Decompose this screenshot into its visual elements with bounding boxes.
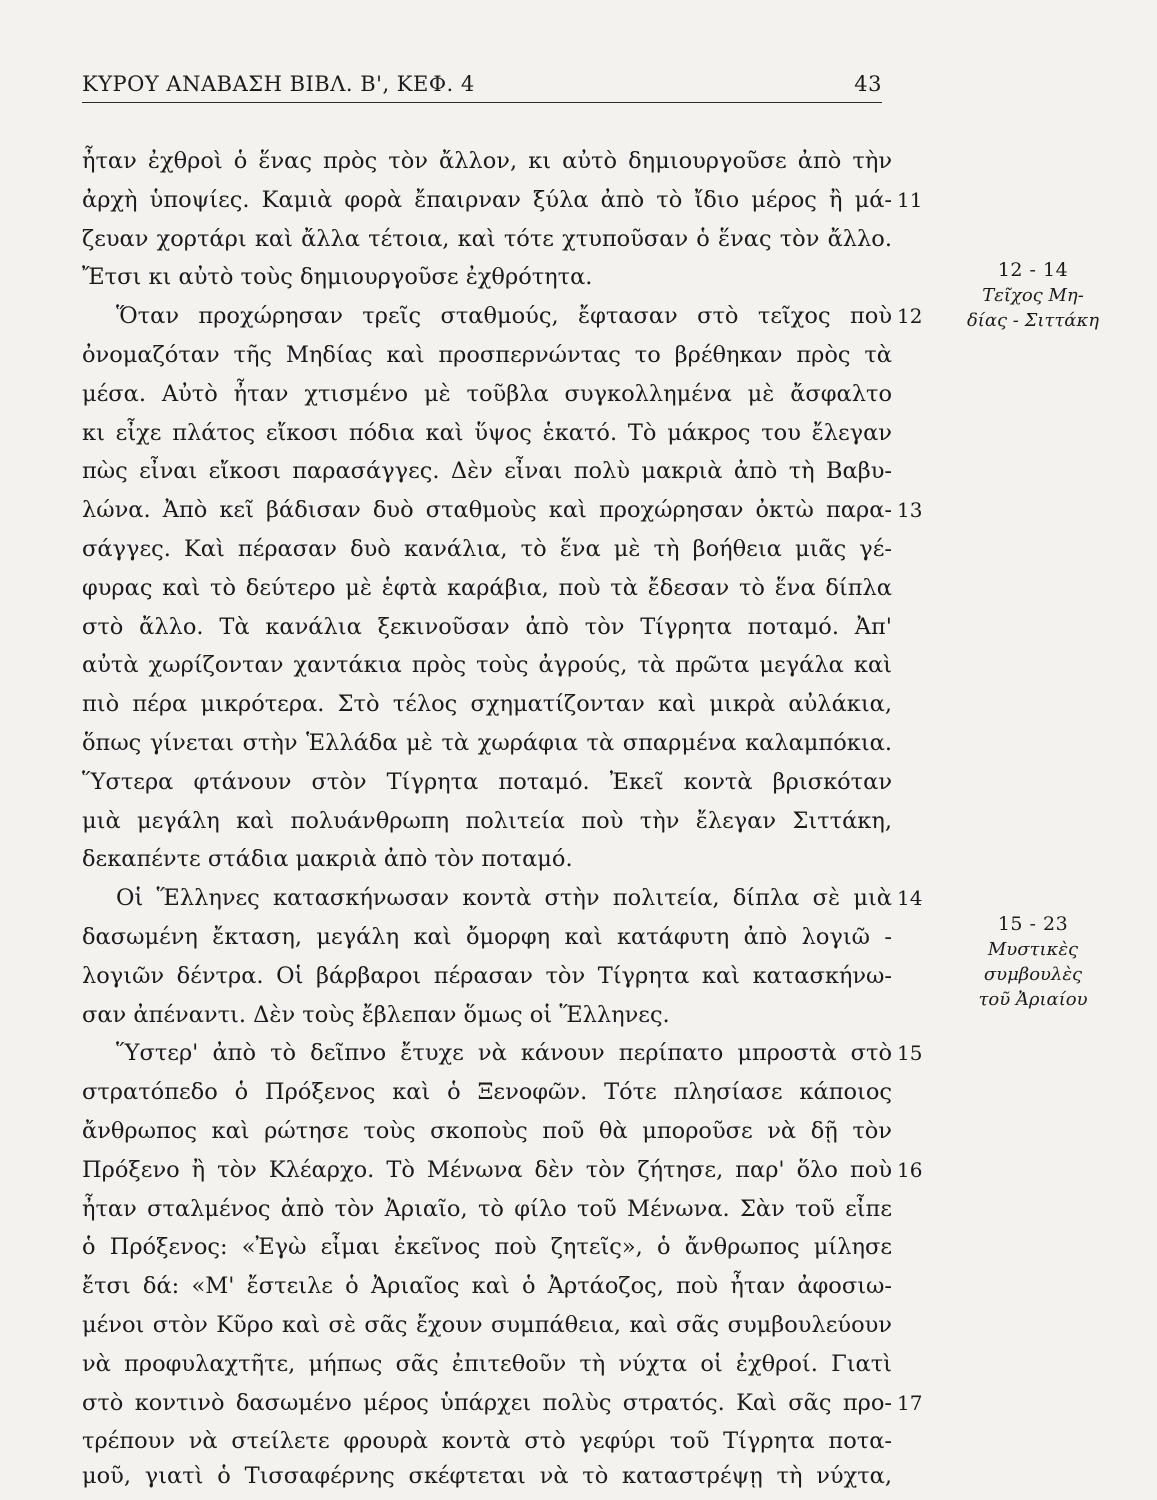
text-line: αὐτὰ χωρίζονταν χαντάκια πρὸς τοὺς ἀγρούς, τὰ πρῶτα μεγάλα καὶ	[82, 652, 892, 678]
text-line: Ὅταν προχώρησαν τρεῖς σταθμούς, ἔφτασαν στὸ τεῖχος ποὺ	[116, 303, 892, 329]
text-line: ὁ Πρόξενος: «Ἐγὼ εἶμαι ἐκεῖνος ποὺ ζητεῖς», ὁ ἄνθρωπος μίλησε	[82, 1234, 892, 1260]
margin-note-text: Τεῖχος Μη-	[982, 285, 1084, 306]
text-line: ὅπως γίνεται στὴν Ἑλλάδα μὲ τὰ χωράφια τὰ σπαρμένα καλαμπόκια.	[82, 730, 892, 756]
text-line: στρατόπεδο ὁ Πρόξενος καὶ ὁ Ξενοφῶν. Τότε πλησίασε κάποιος	[82, 1079, 892, 1105]
section-number: 13	[897, 498, 923, 522]
text-line: κι εἶχε πλάτος εἴκοσι πόδια καὶ ὕψος ἑκατό. Τὸ μάκρος του ἔλεγαν	[82, 420, 892, 446]
section-number: 14	[897, 886, 923, 910]
running-header	[82, 72, 882, 103]
text-line: μένοι στὸν Κῦρο καὶ σὲ σᾶς ἔχουν συμπάθεια, καὶ σᾶς συμβουλεύουν	[82, 1312, 892, 1338]
text-line: λογιῶν δέντρα. Οἱ βάρβαροι πέρασαν τὸν Τίγρητα καὶ κατασκήνω-	[82, 963, 892, 989]
section-number: 17	[897, 1391, 923, 1415]
text-line: σάγγες. Καὶ πέρασαν δυὸ κανάλια, τὸ ἕνα μὲ τὴ βοήθεια μιᾶς γέ-	[82, 536, 892, 562]
text-line: σαν ἀπέναντι. Δὲν τοὺς ἔβλεπαν ὅμως οἱ Ἕλληνες.	[82, 1002, 670, 1028]
text-line: τρέπουν νὰ στείλετε φρουρὰ κοντὰ στὸ γεφύρι τοῦ Τίγρητα ποτα-	[82, 1428, 892, 1454]
text-line: δασωμένη ἔκταση, μεγάλη καὶ ὄμορφη καὶ κατάφυτη ἀπὸ λογιῶ -	[82, 924, 892, 950]
margin-note-text: δίας - Σιττάκη	[966, 310, 1100, 331]
text-line: ἦταν σταλμένος ἀπὸ τὸν Ἀριαῖο, τὸ φίλο τοῦ Μένωνα. Σὰν τοῦ εἶπε	[82, 1196, 892, 1222]
text-line: πὼς εἶναι εἴκοσι παρασάγγες. Δὲν εἶναι πολὺ μακριὰ ἀπὸ τὴ Βαβυ-	[82, 458, 892, 484]
text-line: ὀνομαζόταν τῆς Μηδίας καὶ προσπερνώντας το βρέθηκαν πρὸς τὰ	[82, 342, 892, 368]
text-line: ἄνθρωπος καὶ ρώτησε τοὺς σκοποὺς ποῦ θὰ μποροῦσε νὰ δῇ τὸν	[82, 1118, 892, 1144]
running-title: ΚΥΡΟΥ ΑΝΑΒΑΣΗ ΒΙΒΛ. Β', ΚΕΦ. 4	[82, 72, 475, 96]
text-line: νὰ προφυλαχτῆτε, μήπως σᾶς ἐπιτεθοῦν τὴ νύχτα οἱ ἐχθροί. Γιατὶ	[82, 1351, 892, 1377]
text-line: Ὕστερ' ἀπὸ τὸ δεῖπνο ἔτυχε νὰ κάνουν περίπατο μπροστὰ στὸ	[116, 1040, 892, 1066]
text-line: ζευαν χορτάρι καὶ ἄλλα τέτοια, καὶ τότε χτυποῦσαν ὁ ἕνας τὸν ἄλλο.	[82, 226, 892, 252]
text-line: Πρόξενο ἢ τὸν Κλέαρχο. Τὸ Μένωνα δὲν τὸν ζήτησε, παρ' ὅλο ποὺ	[82, 1157, 892, 1183]
section-number: 16	[897, 1158, 923, 1182]
text-line: ἔτσι δά: «Μ' ἔστειλε ὁ Ἀριαῖος καὶ ὁ Ἀρτάοζος, ποὺ ἦταν ἀφοσιω-	[82, 1273, 892, 1299]
margin-note	[938, 912, 1128, 1012]
text-line: μιὰ μεγάλη καὶ πολυάνθρωπη πολιτεία ποὺ τὴν ἔλεγαν Σιττάκη,	[82, 808, 892, 834]
text-line: Ἔτσι κι αὐτὸ τοὺς δημιουργοῦσε ἐχθρότητα.	[82, 264, 593, 290]
text-line: δεκαπέντε στάδια μακριὰ ἀπὸ τὸν ποταμό.	[82, 846, 573, 872]
text-line: Ὕστερα φτάνουν στὸν Τίγρητα ποταμό. Ἐκεῖ κοντὰ βρισκόταν	[82, 769, 892, 795]
text-line: λώνα. Ἀπὸ κεῖ βάδισαν δυὸ σταθμοὺς καὶ προχώρησαν ὀκτὼ παρα-	[82, 497, 892, 523]
margin-note	[938, 258, 1128, 333]
text-line: πιὸ πέρα μικρότερα. Στὸ τέλος σχηματίζονταν καὶ μικρὰ αὐλάκια,	[82, 691, 892, 717]
section-number: 11	[897, 188, 923, 212]
section-number: 12	[897, 304, 923, 328]
text-line: μοῦ, γιατὶ ὁ Τισσαφέρνης σκέφτεται νὰ τὸ καταστρέψῃ τὴ νύχτα,	[82, 1463, 892, 1489]
section-number: 15	[897, 1041, 923, 1065]
margin-note-range: 12 - 14	[997, 259, 1069, 281]
text-line: ἦταν ἐχθροὶ ὁ ἕνας πρὸς τὸν ἄλλον, κι αὐτὸ δημιουργοῦσε ἀπὸ τὴν	[82, 148, 892, 174]
margin-note-range: 15 - 23	[997, 913, 1069, 935]
text-line: στὸ κοντινὸ δασωμένο μέρος ὑπάρχει πολὺς στρατός. Καὶ σᾶς προ-	[82, 1390, 892, 1416]
margin-note-text: συμβουλὲς	[983, 964, 1083, 985]
text-line: στὸ ἄλλο. Τὰ κανάλια ξεκινοῦσαν ἀπὸ τὸν Τίγρητα ποταμό. Ἀπ'	[82, 614, 892, 640]
text-line: φυρας καὶ τὸ δεύτερο μὲ ἑφτὰ καράβια, ποὺ τὰ ἔδεσαν τὸ ἕνα δίπλα	[82, 575, 892, 601]
page-number: 43	[854, 72, 882, 96]
text-line: ἀρχὴ ὑποψίες. Καμιὰ φορὰ ἔπαιρναν ξύλα ἀπὸ τὸ ἴδιο μέρος ἢ μά-	[82, 187, 892, 213]
margin-note-text: Μυστικὲς	[987, 939, 1079, 960]
text-line: Οἱ Ἕλληνες κατασκήνωσαν κοντὰ στὴν πολιτεία, δίπλα σὲ μιὰ	[116, 885, 892, 911]
text-line: μέσα. Αὐτὸ ἦταν χτισμένο μὲ τοῦβλα συγκολλημένα μὲ ἄσφαλτο	[82, 381, 892, 407]
margin-note-text: τοῦ Ἀριαίου	[978, 989, 1088, 1010]
